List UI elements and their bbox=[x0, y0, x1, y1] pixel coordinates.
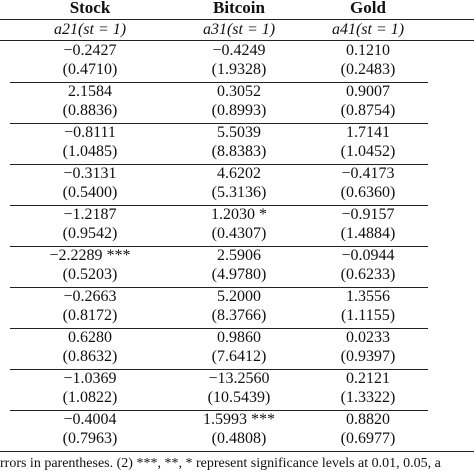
std-error-stock: (0.8632) bbox=[62, 348, 118, 365]
estimate-stock: −1.0369 bbox=[63, 370, 117, 387]
std-error-bitcoin: (0.8993) bbox=[211, 102, 267, 119]
estimate-gold: 1.7141 bbox=[346, 124, 390, 141]
estimate-bitcoin: −13.2560 bbox=[208, 370, 270, 387]
estimate-gold: −0.0944 bbox=[341, 247, 395, 264]
std-error-line bbox=[0, 307, 474, 327]
header-row bbox=[0, 0, 474, 18]
std-error-bitcoin: (1.9328) bbox=[211, 61, 267, 78]
std-error-line bbox=[0, 225, 474, 245]
std-error-line bbox=[0, 102, 474, 122]
std-error-gold: (1.1155) bbox=[340, 307, 396, 324]
estimate-line bbox=[0, 329, 474, 349]
col-subheader-bitcoin: a31(st = 1) bbox=[202, 21, 276, 38]
std-error-gold: (0.6977) bbox=[340, 430, 396, 447]
std-error-bitcoin: (0.4808) bbox=[211, 430, 267, 447]
std-error-gold: (0.6360) bbox=[340, 184, 396, 201]
std-error-bitcoin: (5.3136) bbox=[211, 184, 267, 201]
estimate-line bbox=[0, 370, 474, 390]
std-error-bitcoin: (8.8383) bbox=[211, 143, 267, 160]
estimate-bitcoin: −0.4249 bbox=[212, 42, 266, 59]
estimate-stock: 0.6280 bbox=[68, 329, 112, 346]
std-error-bitcoin: (8.3766) bbox=[211, 307, 267, 324]
std-error-stock: (0.7963) bbox=[62, 430, 118, 447]
estimate-bitcoin: 5.5039 bbox=[217, 124, 261, 141]
subheader-row bbox=[0, 21, 474, 41]
col-header-stock: Stock bbox=[69, 0, 111, 17]
estimate-stock: −0.2663 bbox=[63, 288, 117, 305]
estimate-bitcoin: 4.6202 bbox=[217, 165, 261, 182]
std-error-line bbox=[0, 430, 474, 450]
std-error-stock: (0.4710) bbox=[62, 61, 118, 78]
std-error-stock: (1.0485) bbox=[62, 143, 118, 160]
estimate-stock: −2.2289 *** bbox=[49, 247, 131, 264]
std-error-stock: (1.0822) bbox=[62, 389, 118, 406]
std-error-stock: (0.8172) bbox=[62, 307, 118, 324]
std-error-bitcoin: (10.5439) bbox=[207, 389, 271, 406]
estimate-line bbox=[0, 411, 474, 431]
std-error-gold: (0.2483) bbox=[340, 61, 396, 78]
estimate-stock: −0.2427 bbox=[63, 42, 117, 59]
std-error-bitcoin: (4.9780) bbox=[211, 266, 267, 283]
estimate-gold: 1.3556 bbox=[346, 288, 390, 305]
std-error-gold: (1.4884) bbox=[340, 225, 396, 242]
std-error-line bbox=[0, 143, 474, 163]
estimate-gold: 0.8820 bbox=[346, 411, 390, 428]
estimate-gold: 0.9007 bbox=[346, 83, 390, 100]
std-error-stock: (0.8836) bbox=[62, 102, 118, 119]
std-error-stock: (0.9542) bbox=[62, 225, 118, 242]
estimate-line bbox=[0, 42, 474, 62]
std-error-line bbox=[0, 389, 474, 409]
estimate-line bbox=[0, 124, 474, 144]
estimate-stock: −1.2187 bbox=[63, 206, 117, 223]
std-error-line bbox=[0, 184, 474, 204]
estimate-stock: −0.3131 bbox=[63, 165, 117, 182]
footnote: rrors in parentheses. (2) ***, **, * represent significance levels at 0.01, 0.05, a bbox=[0, 456, 441, 471]
estimate-stock: −0.8111 bbox=[64, 124, 116, 141]
col-header-gold: Gold bbox=[350, 0, 386, 17]
estimate-line bbox=[0, 206, 474, 226]
std-error-gold: (0.8754) bbox=[340, 102, 396, 119]
std-error-gold: (1.3322) bbox=[340, 389, 396, 406]
row-rule bbox=[0, 451, 474, 452]
std-error-line bbox=[0, 266, 474, 286]
estimate-bitcoin: 0.3052 bbox=[217, 83, 261, 100]
std-error-bitcoin: (7.6412) bbox=[211, 348, 267, 365]
col-subheader-gold: a41(st = 1) bbox=[331, 21, 405, 38]
std-error-gold: (0.9397) bbox=[340, 348, 396, 365]
std-error-gold: (1.0452) bbox=[340, 143, 396, 160]
estimate-gold: 0.1210 bbox=[346, 42, 390, 59]
header-rule bbox=[0, 19, 474, 20]
estimate-gold: −0.9157 bbox=[341, 206, 395, 223]
estimate-bitcoin: 5.2000 bbox=[217, 288, 261, 305]
estimate-stock: 2.1584 bbox=[68, 83, 112, 100]
estimate-bitcoin: 1.5993 *** bbox=[203, 411, 275, 428]
std-error-line bbox=[0, 348, 474, 368]
estimate-bitcoin: 1.2030 * bbox=[211, 206, 267, 223]
estimate-line bbox=[0, 165, 474, 185]
col-header-bitcoin: Bitcoin bbox=[213, 0, 265, 17]
estimate-line bbox=[0, 288, 474, 308]
std-error-bitcoin: (0.4307) bbox=[211, 225, 267, 242]
std-error-line bbox=[0, 61, 474, 81]
estimate-bitcoin: 0.9860 bbox=[217, 329, 261, 346]
estimate-line bbox=[0, 247, 474, 267]
estimate-line bbox=[0, 83, 474, 103]
col-subheader-stock: a21(st = 1) bbox=[53, 21, 127, 38]
estimate-gold: 0.2121 bbox=[346, 370, 390, 387]
estimate-stock: −0.4004 bbox=[63, 411, 117, 428]
estimate-gold: −0.4173 bbox=[341, 165, 395, 182]
std-error-stock: (0.5400) bbox=[62, 184, 118, 201]
estimate-bitcoin: 2.5906 bbox=[217, 247, 261, 264]
std-error-stock: (0.5203) bbox=[62, 266, 118, 283]
subheader-rule bbox=[0, 40, 474, 41]
std-error-gold: (0.6233) bbox=[340, 266, 396, 283]
estimate-gold: 0.0233 bbox=[346, 329, 390, 346]
